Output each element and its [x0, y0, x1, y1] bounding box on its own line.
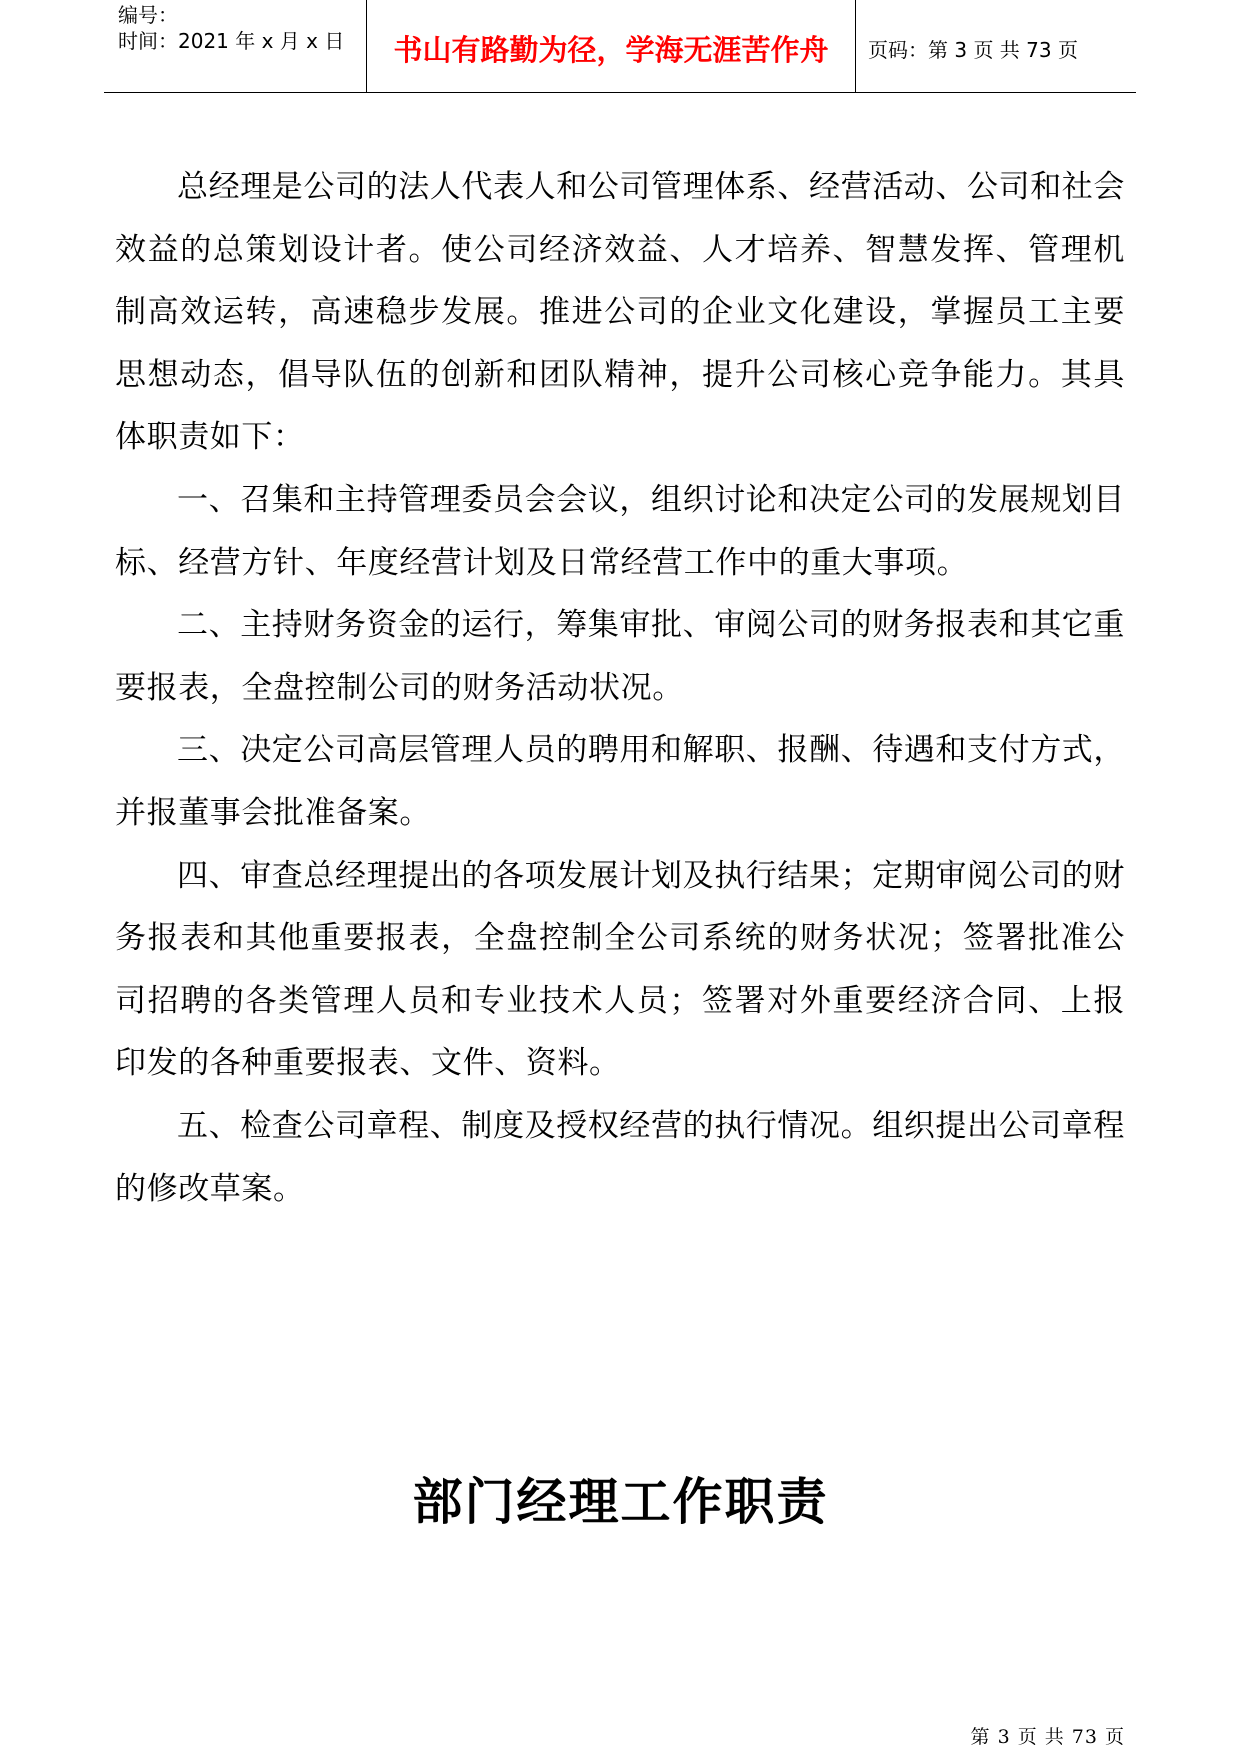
intro-paragraph: 总经理是公司的法人代表人和公司管理体系、经营活动、公司和社会效益的总策划设计者。使公司经济效益、人才培养、智慧发挥、管理机制高效运转，高速稳步发展。推进公司的企业文化建设，掌握员工主要思想动态，倡导队伍的创新和团队精神，提升公司核心竞争能力。其具体职责如下：: [115, 169, 1125, 456]
date-text: 时间：2021 年 x 月 x 日: [118, 29, 345, 53]
serial-number-label: 编号：: [118, 3, 178, 27]
header-page-info: 页码：第 3 页 共 73 页: [868, 38, 1078, 62]
duty-paragraph-1: 一、召集和主持管理委员会会议，组织讨论和决定公司的发展规划目标、经营方针、年度经营计划及日常经营工作中的重大事项。: [115, 481, 1125, 581]
section-heading: 部门经理工作职责: [412, 1473, 829, 1531]
duty-paragraph-3: 三、决定公司高层管理人员的聘用和解职、报酬、待遇和支付方式，并报董事会批准备案。: [115, 732, 1125, 831]
duty-paragraph-2: 二、主持财务资金的运行，筹集审批、审阅公司的财务报表和其它重要报表，全盘控制公司的财务活动状况。: [115, 607, 1125, 706]
header-right-cell: [856, 0, 1136, 92]
duty-paragraph-4: 四、审查总经理提出的各项发展计划及执行结果；定期审阅公司的财务报表和其他重要报表，全盘控制全公司系统的财务状况；签署批准公司招聘的各类管理人员和专业技术人员；签署对外重要经济合同、上报印发的各种重要报表、文件、资料。: [115, 857, 1125, 1082]
document-body: [115, 156, 1125, 1220]
header-motto-cell: [366, 0, 856, 92]
footer-page-number: 第 3 页 共 73 页: [970, 1726, 1125, 1748]
header-left-cell: [104, 0, 366, 92]
page-header: [104, 0, 1136, 93]
duty-paragraph-5: 五、检查公司章程、制度及授权经营的执行情况。组织提出公司章程的修改草案。: [115, 1107, 1125, 1207]
motto-text: 书山有路勤为径，学海无涯苦作舟: [393, 33, 829, 67]
